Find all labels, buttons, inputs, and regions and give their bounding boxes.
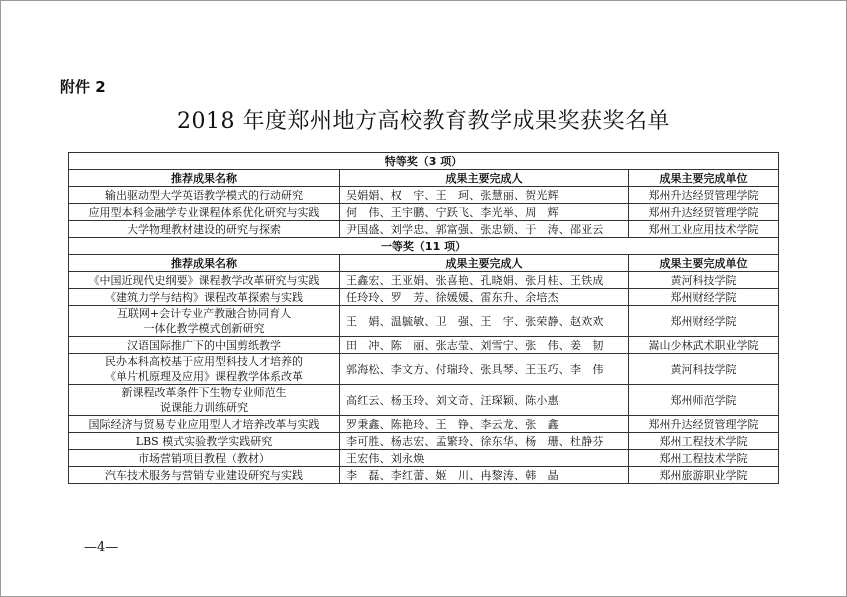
table-row xyxy=(69,306,779,337)
table-row xyxy=(69,272,779,289)
achievement-name xyxy=(69,385,340,416)
table-row xyxy=(69,337,779,354)
main-contributors: 何 伟、王宇鹏、宁跃飞、李光举、周 辉 xyxy=(340,204,629,221)
achievement-name xyxy=(69,467,340,484)
table-row xyxy=(69,221,779,238)
achievement-name-line: 大学物理教材建设的研究与探索 xyxy=(127,222,281,236)
column-header-unit: 成果主要完成单位 xyxy=(629,170,779,187)
completing-institution: 郑州升达经贸管理学院 xyxy=(629,416,779,433)
achievement-name-line: LBS 模式实验教学实践研究 xyxy=(135,434,273,448)
table-row xyxy=(69,433,779,450)
achievement-name-line: 一体化教学模式创新研究 xyxy=(143,322,265,335)
achievement-name-line: 《单片机原理及应用》课程教学体系改革 xyxy=(105,370,303,383)
table-row xyxy=(69,354,779,385)
award-table-body xyxy=(69,153,779,484)
column-header-name: 推荐成果名称 xyxy=(69,255,340,272)
achievement-name xyxy=(69,450,340,467)
achievement-name-line: 互联网+会计专业产教融合协同育人 xyxy=(116,307,292,320)
achievement-name xyxy=(69,354,340,385)
achievement-name xyxy=(69,337,340,354)
achievement-name xyxy=(69,204,340,221)
achievement-name-line: 民办本科高校基于应用型科技人才培养的 xyxy=(105,355,303,368)
main-contributors: 王鑫宏、王亚娟、张喜艳、孔晓娟、张月桂、王铁成 xyxy=(340,272,629,289)
achievement-name-line: 输出驱动型大学英语教学模式的行动研究 xyxy=(105,188,303,202)
achievement-name-line: 新课程改革条件下生物专业师范生 xyxy=(121,386,287,399)
main-contributors: 李可胜、杨志宏、孟繁玲、徐东华、杨 珊、杜静芬 xyxy=(340,433,629,450)
completing-institution: 郑州升达经贸管理学院 xyxy=(629,187,779,204)
table-row xyxy=(69,204,779,221)
completing-institution: 郑州工程技术学院 xyxy=(629,433,779,450)
main-contributors: 高红云、杨玉玲、刘文奇、汪琛颖、陈小惠 xyxy=(340,385,629,416)
main-contributors: 王宏伟、刘永焕 xyxy=(340,450,629,467)
special-prize-header xyxy=(69,153,779,170)
achievement-name-line: 应用型本科金融学专业课程体系优化研究与实践 xyxy=(88,205,320,219)
table-header-row xyxy=(69,255,779,272)
achievement-name xyxy=(69,221,340,238)
column-header-people: 成果主要完成人 xyxy=(340,255,629,272)
main-contributors: 吴娟娟、权 宇、王 珂、张慧丽、贺光辉 xyxy=(340,187,629,204)
completing-institution: 郑州财经学院 xyxy=(629,289,779,306)
table-row xyxy=(69,416,779,433)
completing-institution: 郑州师范学院 xyxy=(629,385,779,416)
achievement-name xyxy=(69,416,340,433)
award-category-label: 特等奖（3 项） xyxy=(69,153,779,170)
page-title: 2018 年度郑州地方高校教育教学成果奖获奖名单 xyxy=(177,109,670,134)
main-contributors: 田 冲、陈 丽、张志莹、刘雪宁、张 伟、姜 韧 xyxy=(340,337,629,354)
achievement-name-line: 《建筑力学与结构》课程改革探索与实践 xyxy=(105,290,303,304)
table-row xyxy=(69,450,779,467)
table-header-row xyxy=(69,170,779,187)
main-contributors: 尹国盛、刘学忠、郭富强、张忠锁、于 涛、邵亚云 xyxy=(340,221,629,238)
completing-institution: 郑州工程技术学院 xyxy=(629,450,779,467)
completing-institution: 郑州升达经贸管理学院 xyxy=(629,204,779,221)
achievement-name xyxy=(69,433,340,450)
attachment-label: 附件 2 xyxy=(60,78,106,96)
achievement-name-line: 说课能力训练研究 xyxy=(160,401,248,414)
main-contributors: 李 磊、李红蕾、姬 川、冉黎涛、韩 晶 xyxy=(340,467,629,484)
table-row xyxy=(69,289,779,306)
page-number: —4— xyxy=(84,540,119,555)
achievement-name xyxy=(69,187,340,204)
completing-institution: 黄河科技学院 xyxy=(629,354,779,385)
completing-institution: 黄河科技学院 xyxy=(629,272,779,289)
table-row xyxy=(69,467,779,484)
completing-institution: 郑州财经学院 xyxy=(629,306,779,337)
completing-institution: 郑州工业应用技术学院 xyxy=(629,221,779,238)
achievement-name xyxy=(69,289,340,306)
achievement-name-line: 市场营销项目教程（教材） xyxy=(138,451,270,465)
completing-institution: 嵩山少林武术职业学院 xyxy=(629,337,779,354)
achievement-name-line: 《中国近现代史纲要》课程教学改革研究与实践 xyxy=(88,273,320,287)
table-row xyxy=(69,187,779,204)
main-contributors: 郭海松、李文方、付瑞玲、张具琴、王玉巧、李 伟 xyxy=(340,354,629,385)
column-header-unit: 成果主要完成单位 xyxy=(629,255,779,272)
main-contributors: 王 娟、温毓敏、卫 强、王 宇、张荣静、赵欢欢 xyxy=(340,306,629,337)
achievement-name-line: 汽车技术服务与营销专业建设研究与实践 xyxy=(105,468,303,482)
achievement-name xyxy=(69,306,340,337)
column-header-name: 推荐成果名称 xyxy=(69,170,340,187)
main-contributors: 任玲玲、罗 芳、徐媛媛、雷东升、余培杰 xyxy=(340,289,629,306)
table-row xyxy=(69,385,779,416)
achievement-name-line: 国际经济与贸易专业应用型人才培养改革与实践 xyxy=(88,417,320,431)
column-header-people: 成果主要完成人 xyxy=(340,170,629,187)
award-category-label: 一等奖（11 项） xyxy=(69,238,779,255)
completing-institution: 郑州旅游职业学院 xyxy=(629,467,779,484)
achievement-name xyxy=(69,272,340,289)
first-prize-header xyxy=(69,238,779,255)
achievement-name-line: 汉语国际推广下的中国剪纸教学 xyxy=(127,338,281,352)
award-table xyxy=(68,152,779,484)
main-contributors: 罗秉鑫、陈艳玲、王 铮、李云龙、张 鑫 xyxy=(340,416,629,433)
